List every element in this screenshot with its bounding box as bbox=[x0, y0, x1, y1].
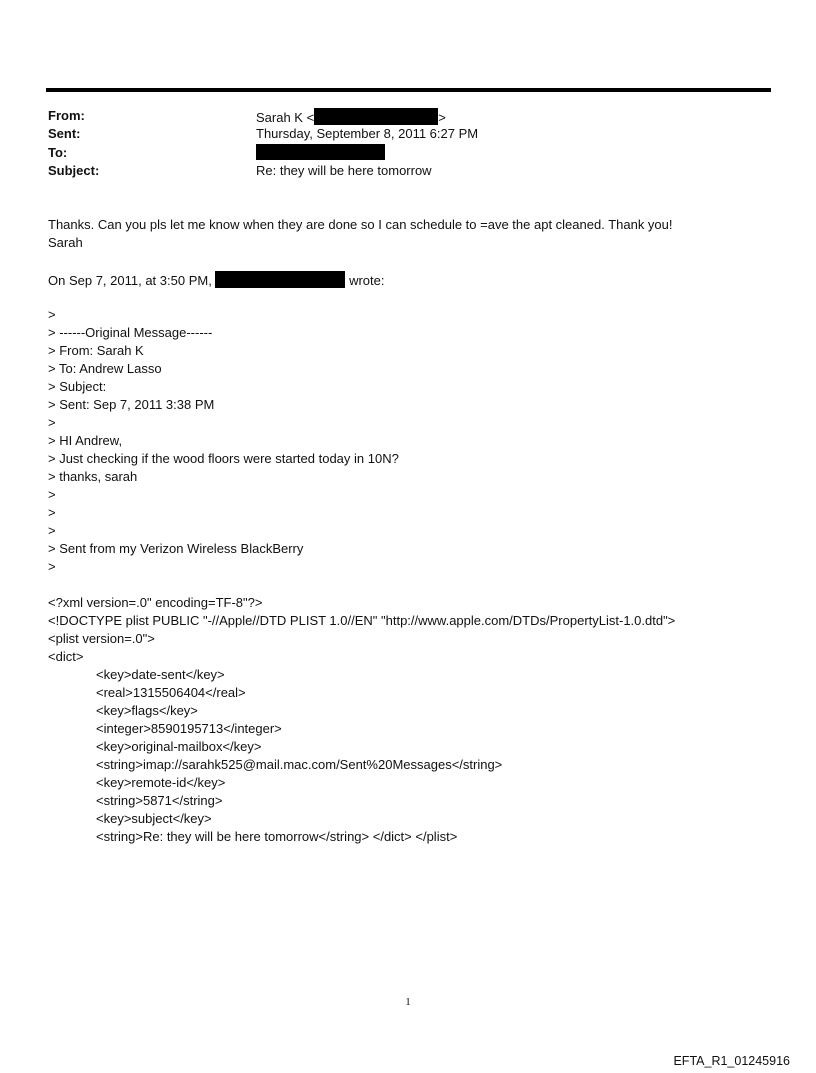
quoted-line: > bbox=[48, 307, 56, 322]
redaction-bar bbox=[215, 271, 345, 288]
subject-label: Subject: bbox=[48, 163, 100, 178]
xml-line: <!DOCTYPE plist PUBLIC "-//Apple//DTD PLIST 1.0//EN" "http://www.apple.com/DTDs/PropertyList-1.0.dtd"> bbox=[48, 613, 676, 628]
xml-line: <key>subject</key> bbox=[96, 811, 212, 826]
quoted-line: > bbox=[48, 505, 56, 520]
attribution-prefix: On Sep 7, 2011, at 3:50 PM, bbox=[48, 273, 212, 288]
quoted-line: > Just checking if the wood floors were started today in 10N? bbox=[48, 451, 399, 466]
xml-line: <real>1315506404</real> bbox=[96, 685, 246, 700]
xml-line: <string>Re: they will be here tomorrow</string> </dict> </plist> bbox=[96, 829, 458, 844]
quoted-line: > Sent: Sep 7, 2011 3:38 PM bbox=[48, 397, 215, 412]
quoted-line: > bbox=[48, 523, 56, 538]
quoted-line: > ------Original Message------ bbox=[48, 325, 213, 340]
xml-line: <key>original-mailbox</key> bbox=[96, 739, 262, 754]
quoted-line: > bbox=[48, 559, 56, 574]
quoted-line: > From: Sarah K bbox=[48, 343, 144, 358]
xml-line: <string>imap://sarahk525@mail.mac.com/Sent%20Messages</string> bbox=[96, 757, 503, 772]
quoted-line: > HI Andrew, bbox=[48, 433, 123, 448]
header-rule bbox=[46, 88, 771, 92]
quoted-line: > Sent from my Verizon Wireless BlackBerry bbox=[48, 541, 304, 556]
attribution-suffix: wrote: bbox=[349, 273, 385, 288]
quoted-line: > Subject: bbox=[48, 379, 107, 394]
xml-line: <dict> bbox=[48, 649, 84, 664]
from-value bbox=[256, 108, 446, 126]
xml-line: <string>5871</string> bbox=[96, 793, 223, 808]
from-close: > bbox=[438, 110, 446, 125]
xml-line: <integer>8590195713</integer> bbox=[96, 721, 282, 736]
body-signature: Sarah bbox=[48, 235, 83, 250]
sent-value: Thursday, September 8, 2011 6:27 PM bbox=[256, 126, 479, 141]
quoted-line: > To: Andrew Lasso bbox=[48, 361, 162, 376]
xml-line: <key>remote-id</key> bbox=[96, 775, 226, 790]
to-value bbox=[256, 144, 385, 161]
page-number: 1 bbox=[405, 996, 411, 1008]
xml-line: <?xml version=.0" encoding=TF-8"?> bbox=[48, 595, 263, 610]
xml-line: <key>flags</key> bbox=[96, 703, 198, 718]
bates-number: EFTA_R1_01245916 bbox=[673, 1054, 790, 1068]
body-line: Thanks. Can you pls let me know when they are done so I can schedule to =ave the apt cleaned. Thank you! bbox=[48, 217, 673, 232]
redaction-bar bbox=[314, 108, 438, 125]
from-label: From: bbox=[48, 108, 85, 123]
quoted-line: > bbox=[48, 415, 56, 430]
sent-label: Sent: bbox=[48, 126, 81, 141]
subject-value: Re: they will be here tomorrow bbox=[256, 163, 432, 178]
quoted-line: > bbox=[48, 487, 56, 502]
xml-line: <key>date-sent</key> bbox=[96, 667, 225, 682]
to-label: To: bbox=[48, 145, 68, 160]
from-name: Sarah K < bbox=[256, 110, 315, 125]
xml-line: <plist version=.0"> bbox=[48, 631, 155, 646]
attribution-line bbox=[48, 271, 384, 289]
redaction-bar bbox=[256, 144, 385, 160]
quoted-line: > thanks, sarah bbox=[48, 469, 138, 484]
